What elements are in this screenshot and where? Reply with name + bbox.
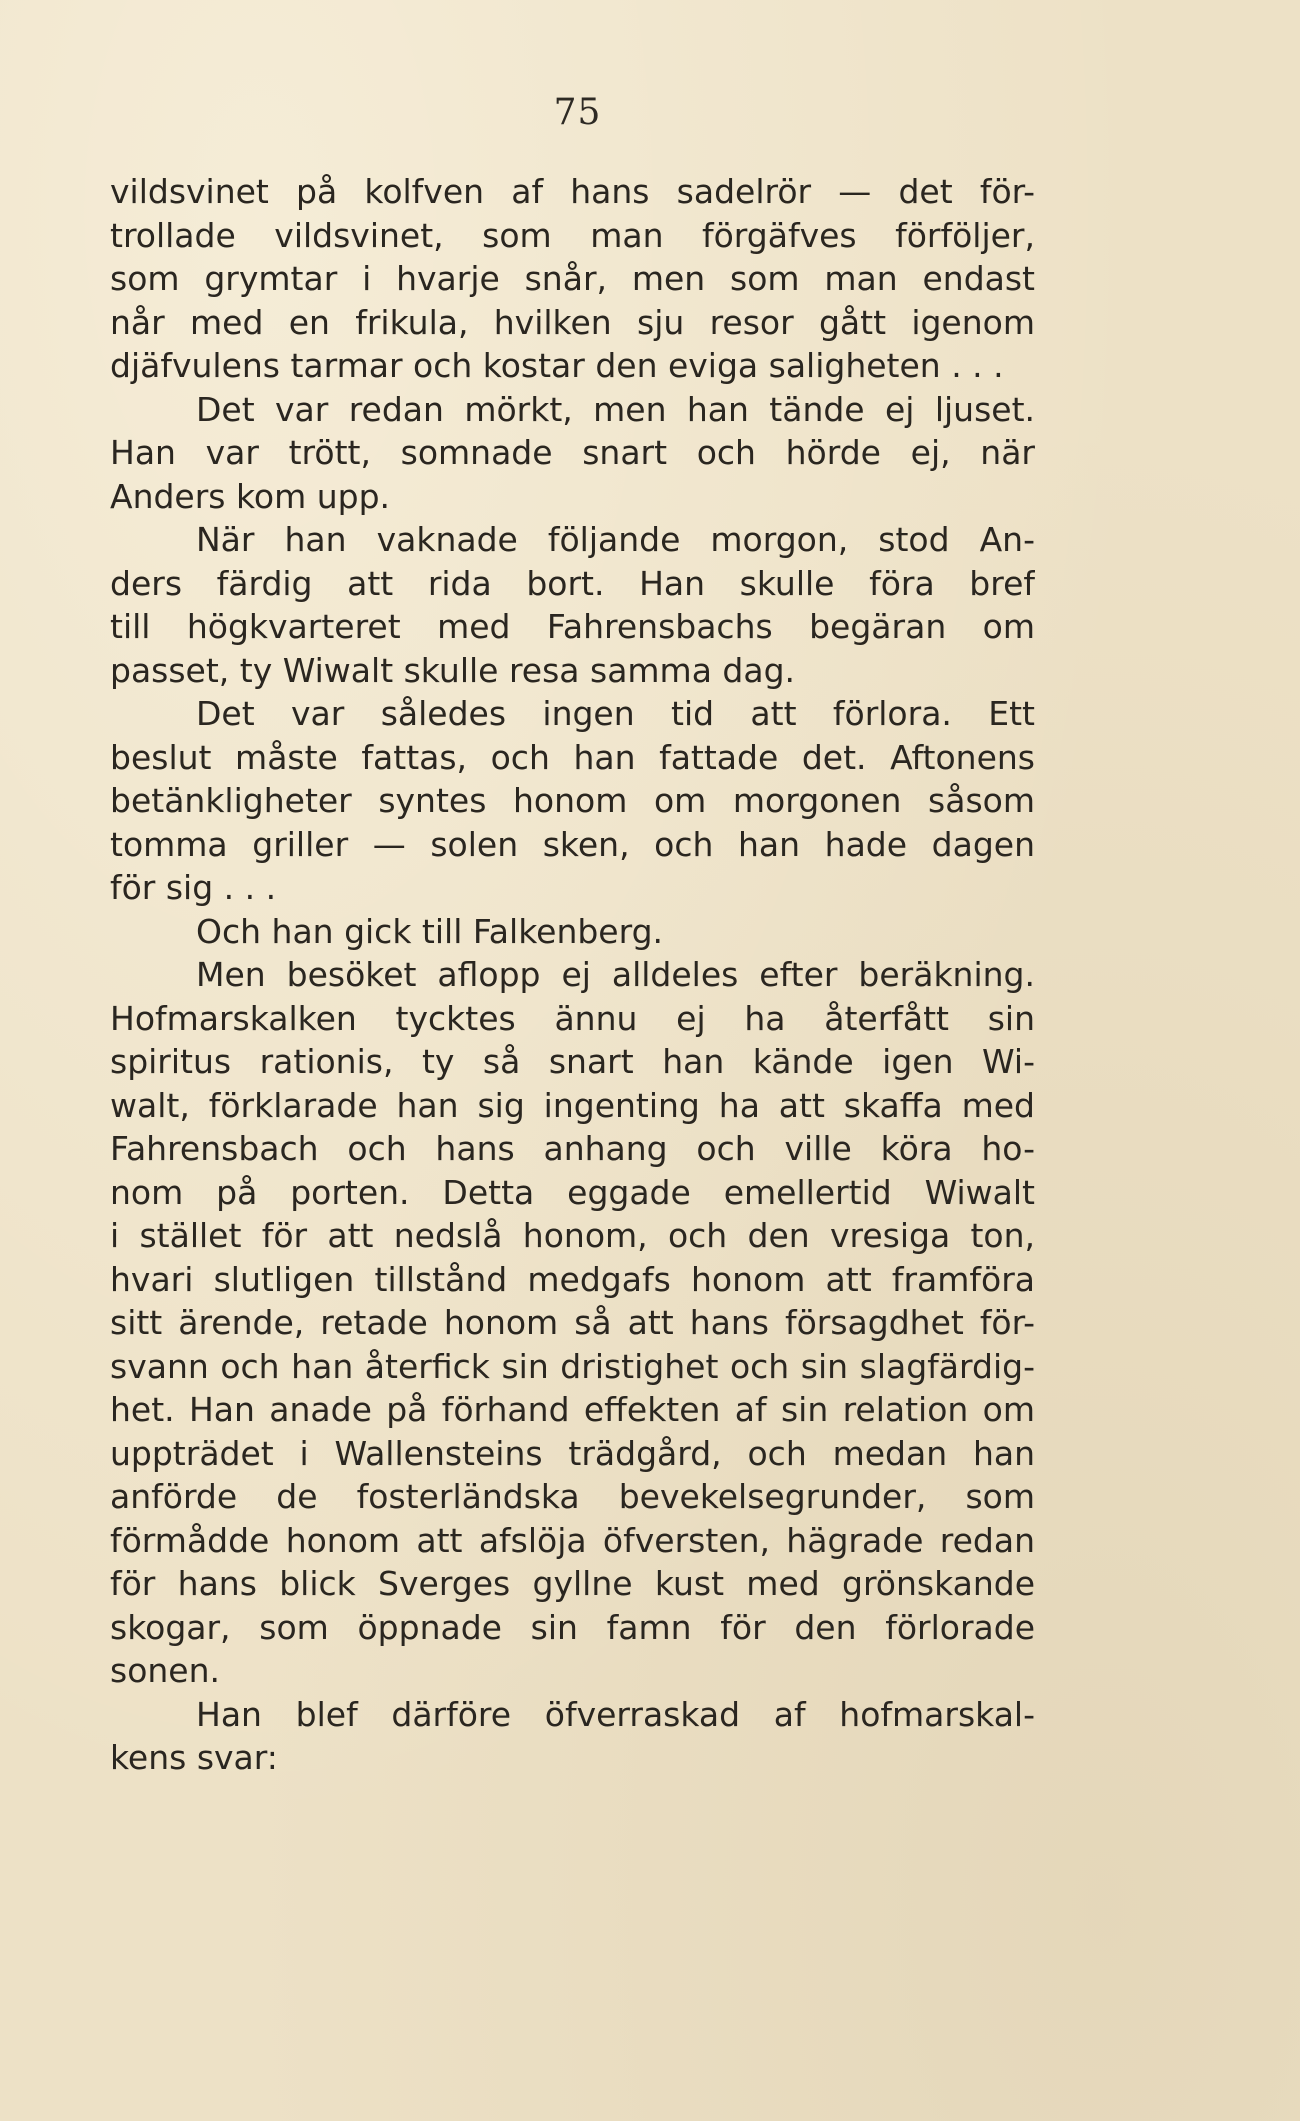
text-line: hvari slutligen tillstånd medgafs honom att framföra bbox=[110, 1259, 1035, 1299]
text-line: anförde de fosterländska bevekelsegrunder, som bbox=[110, 1477, 1035, 1516]
text-line: når med en frikula, hvilken sju resor gått igenom bbox=[110, 302, 1035, 342]
text-line: sonen. bbox=[110, 1651, 221, 1690]
text-line: förmådde honom att afslöja öfversten, hägrade redan bbox=[110, 1520, 1035, 1560]
text-line: Han blef därföre öfverraskad af hofmarskal- bbox=[196, 1694, 1035, 1734]
page-number: 75 bbox=[553, 92, 602, 133]
text-line: uppträdet i Wallensteins trädgård, och medan han bbox=[110, 1433, 1035, 1473]
text-line: för sig . . . bbox=[110, 868, 277, 907]
text-line: för hans blick Sverges gyllne kust med grönskande bbox=[110, 1564, 1035, 1603]
text-line: djäfvulens tarmar och kostar den eviga saligheten . . . bbox=[110, 346, 1004, 385]
text-line: spiritus rationis, ty så snart han kände igen Wi- bbox=[110, 1042, 1035, 1081]
text-line: betänkligheter syntes honom om morgonen såsom bbox=[110, 781, 1035, 820]
text-line: sitt ärende, retade honom så att hans försagdhet för- bbox=[110, 1303, 1035, 1342]
text-line: Men besöket aflopp ej alldeles efter beräkning. bbox=[196, 955, 1035, 994]
text-line: skogar, som öppnade sin famn för den förlorade bbox=[110, 1607, 1035, 1647]
text-line: walt, förklarade han sig ingenting ha att skaffa med bbox=[110, 1085, 1035, 1125]
text-line: Och han gick till Falkenberg. bbox=[196, 911, 664, 951]
text-line: Det var redan mörkt, men han tände ej ljuset. bbox=[196, 389, 1035, 429]
text-line: till högkvarteret med Fahrensbachs begäran om bbox=[110, 607, 1035, 646]
text-line: Hofmarskalken tycktes ännu ej ha återfått sin bbox=[110, 998, 1035, 1038]
text-line: kens svar: bbox=[110, 1738, 278, 1777]
text-line: trollade vildsvinet, som man förgäfves förföljer, bbox=[110, 215, 1035, 255]
text-line: nom på porten. Detta eggade emellertid Wiwalt bbox=[110, 1172, 1035, 1212]
text-line: beslut måste fattas, och han fattade det. Aftonens bbox=[110, 737, 1035, 777]
text-line: svann och han återfick sin dristighet och sin slagfärdig- bbox=[110, 1346, 1035, 1386]
text-line: tomma griller — solen sken, och han hade dagen bbox=[110, 824, 1035, 864]
text-line: Fahrensbach och hans anhang och ville köra ho- bbox=[110, 1129, 1035, 1168]
text-line: När han vaknade följande morgon, stod An- bbox=[196, 520, 1035, 559]
text-line: Det var således ingen tid att förlora. Ett bbox=[196, 694, 1035, 733]
text-line: Han var trött, somnade snart och hörde ej, när bbox=[110, 433, 1035, 472]
text-line: vildsvinet på kolfven af hans sadelrör — det för- bbox=[110, 172, 1035, 211]
text-line: i stället för att nedslå honom, och den vresiga ton, bbox=[110, 1216, 1035, 1255]
text-line: ders färdig att rida bort. Han skulle föra bref bbox=[110, 563, 1035, 603]
text-line: passet, ty Wiwalt skulle resa samma dag. bbox=[110, 650, 796, 690]
text-line: het. Han anade på förhand effekten af sin relation om bbox=[110, 1390, 1035, 1429]
body-text bbox=[110, 170, 1035, 1780]
text-line: Anders kom upp. bbox=[110, 476, 391, 516]
text-line: som grymtar i hvarje snår, men som man endast bbox=[110, 259, 1035, 298]
